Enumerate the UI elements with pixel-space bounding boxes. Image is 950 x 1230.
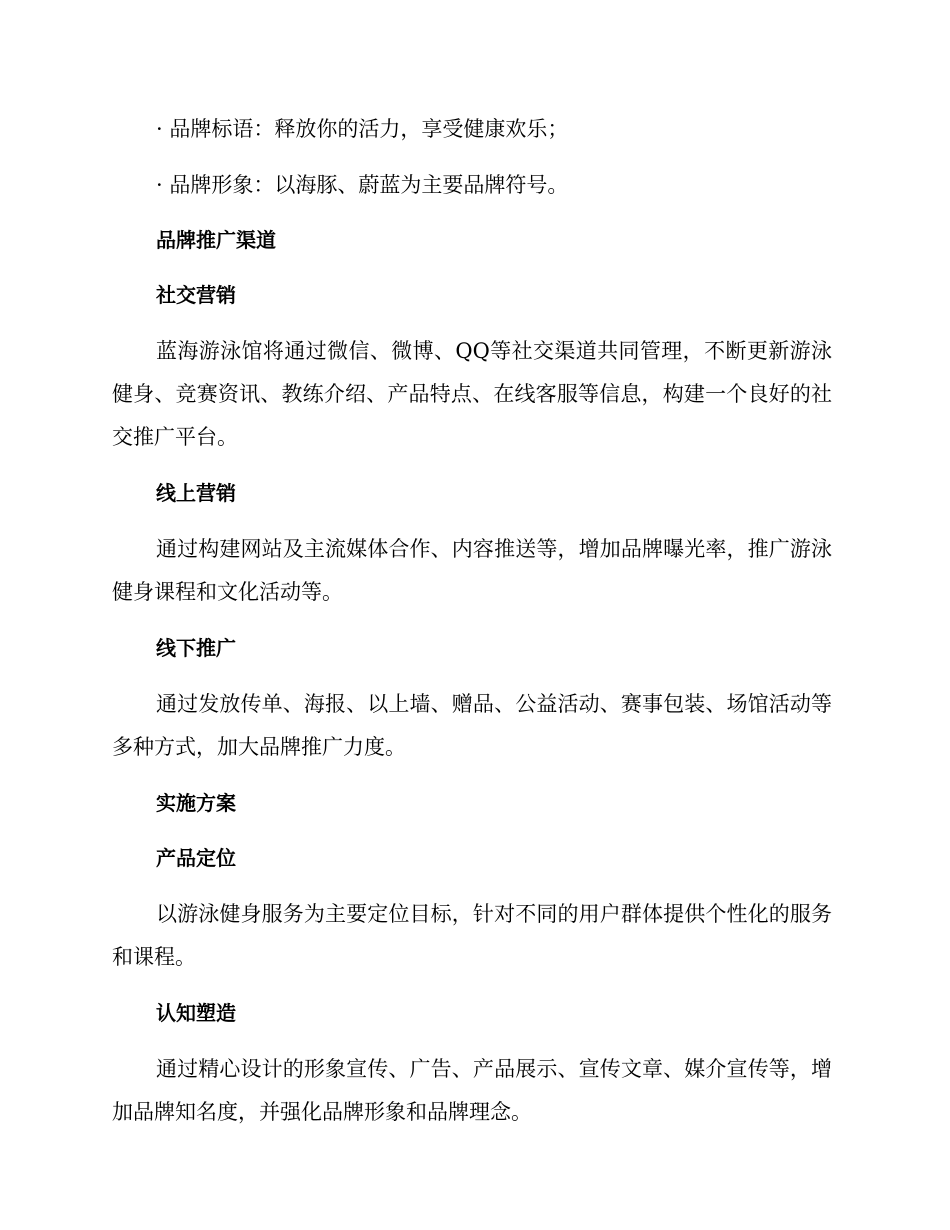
paragraph-online-marketing: 通过构建网站及主流媒体合作、内容推送等，增加品牌曝光率，推广游泳健身课程和文化活动等。 (112, 537, 832, 604)
heading-product-positioning: 产品定位 (156, 846, 236, 870)
paragraph-perception-shaping: 通过精心设计的形象宣传、广告、产品展示、宣传文章、媒介宣传等，增加品牌知名度，并强化品牌形象和品牌理念。 (112, 1057, 832, 1124)
heading-social-marketing: 社交营销 (156, 283, 236, 307)
heading-implementation-plan: 实施方案 (156, 791, 236, 815)
paragraph-product-positioning: 以游泳健身服务为主要定位目标，针对不同的用户群体提供个性化的服务和课程。 (112, 902, 832, 969)
bullet-brand-image: · 品牌形象：以海豚、蔚蓝为主要品牌符号。 (156, 173, 569, 197)
document-content (112, 108, 832, 1148)
heading-online-marketing: 线上营销 (156, 481, 236, 505)
heading-offline-promotion: 线下推广 (156, 636, 236, 660)
heading-perception-shaping: 认知塑造 (156, 1001, 236, 1025)
heading-promotion-channels: 品牌推广渠道 (156, 228, 276, 252)
paragraph-offline-promotion: 通过发放传单、海报、以上墙、赠品、公益活动、赛事包装、场馆活动等多种方式，加大品牌推广力度。 (112, 692, 832, 759)
paragraph-social-marketing: 蓝海游泳馆将通过微信、微博、QQ等社交渠道共同管理，不断更新游泳健身、竞赛资讯、教练介绍、产品特点、在线客服等信息，构建一个良好的社交推广平台。 (112, 339, 832, 449)
bullet-brand-slogan: · 品牌标语：释放你的活力，享受健康欢乐； (156, 117, 569, 141)
